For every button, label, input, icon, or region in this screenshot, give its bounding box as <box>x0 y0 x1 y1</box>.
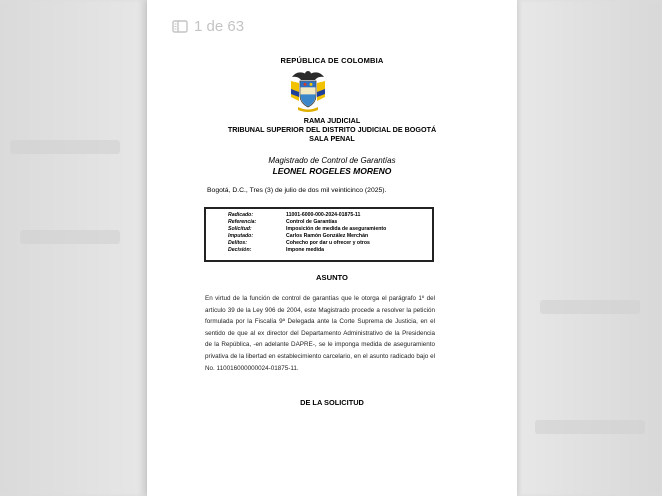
background-text-blur <box>10 140 120 154</box>
info-label: Solicitud: <box>228 226 252 232</box>
page-indicator[interactable] <box>168 14 252 38</box>
info-value: 11001-6000-000-2024-01875-11 <box>286 212 361 218</box>
section-heading-asunto: ASUNTO <box>316 273 348 282</box>
colombia-crest-icon <box>288 67 328 113</box>
info-row-referencia <box>206 219 432 226</box>
court-line-sala: SALA PENAL <box>309 134 355 143</box>
section-heading-solicitud: DE LA SOLICITUD <box>300 398 364 407</box>
document-date: Bogotá, D.C., Tres (3) de julio de dos mil veinticinco (2025). <box>207 187 387 194</box>
background-left <box>0 0 140 496</box>
info-value: Imposición de medida de aseguramiento <box>286 226 387 232</box>
info-label: Decisión: <box>228 247 252 253</box>
info-label: Referencia: <box>228 219 257 225</box>
asunto-paragraph: En virtud de la función de control de garantías que le otorga el parágrafo 1º del artículo 39 de la Ley 906 de 2004, este Magistrado procede a resolver la petición formulada por la Fiscalía 9ª Delegada ante la Corte Suprema de Justicia, en el sentido de que al ex director del Departamento Administrativo de la Presidencia de la República, -en adelante DAPRE-, se le imponga medida de aseguramiento privativa de la libertad en establecimiento carcelario, en el asunto radicado bajo el No. 110016000000024-01875-11. <box>205 295 435 372</box>
sidebar-toggle-icon[interactable] <box>172 20 188 33</box>
document-header: REPÚBLICA DE COLOMBIA <box>280 56 384 65</box>
court-line-rama: RAMA JUDICIAL <box>303 116 361 125</box>
page-indicator-label: 1 de 63 <box>194 17 245 35</box>
case-info-box <box>204 207 434 262</box>
background-text-blur <box>540 300 640 314</box>
info-row-solicitud <box>206 226 432 233</box>
info-label: Delitos: <box>228 240 248 246</box>
info-label: Imputado: <box>228 233 254 239</box>
magistrate-role: Magistrado de Control de Garantías <box>268 156 396 165</box>
info-row-delitos <box>206 240 432 247</box>
info-row-radicado <box>206 212 432 219</box>
background-text-blur <box>535 420 645 434</box>
info-row-decision <box>206 247 432 254</box>
court-heading <box>147 116 517 143</box>
background-text-blur <box>20 230 120 244</box>
info-value: Impone medida <box>286 247 325 253</box>
magistrate-name: LEONEL ROGELES MORENO <box>272 166 392 176</box>
info-value: Cohecho por dar u ofrecer y otros <box>286 240 370 246</box>
info-label: Radicado: <box>228 212 254 218</box>
info-value: Carlos Ramón González Merchán <box>286 233 369 239</box>
info-value: Control de Garantías <box>286 219 338 225</box>
court-line-tribunal: TRIBUNAL SUPERIOR DEL DISTRITO JUDICIAL DE BOGOTÁ <box>227 125 437 134</box>
info-row-imputado <box>206 233 432 240</box>
